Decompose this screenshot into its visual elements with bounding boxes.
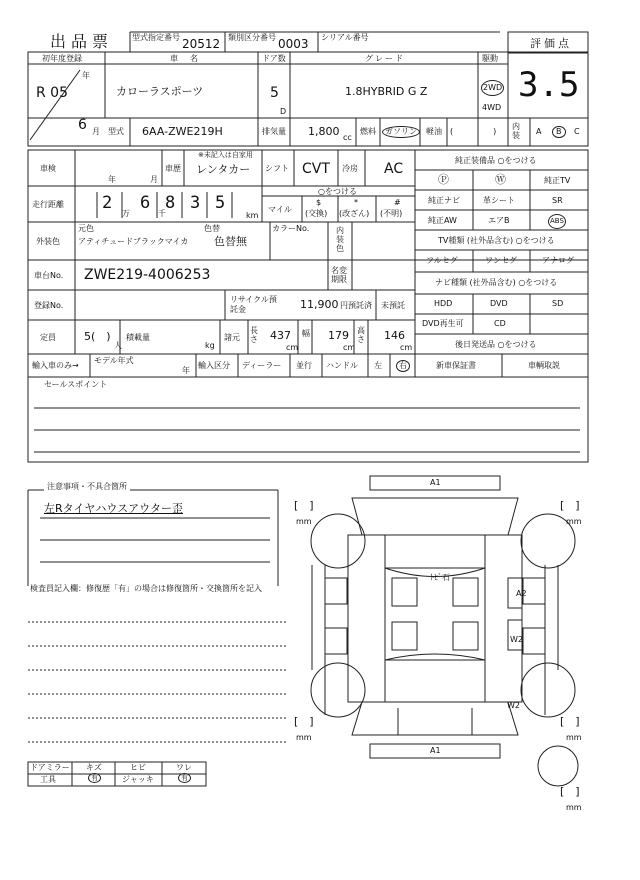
displacement-value: 1,800: [308, 125, 340, 138]
mileage-digit: 6: [140, 193, 151, 213]
diagram-w2-rear: W2: [507, 701, 520, 710]
light-oil-paren: ( ): [450, 127, 497, 136]
mileage-unit: km: [246, 211, 259, 220]
width-unit: cm: [343, 343, 356, 352]
inspector-label: 検査員記入欄：修復歴「有」の場合は修復箇所・交換箇所を記入: [30, 584, 262, 593]
rating-value: 3.5: [518, 65, 580, 105]
legend-tool-mark-text: 有: [88, 773, 101, 783]
post-ship-label: 後日発送品 ○をつける: [455, 340, 537, 349]
shift-label: シフト: [265, 164, 289, 173]
dealer-option: ディーラー: [242, 361, 282, 370]
sales-points-label: セールスポイント: [44, 380, 108, 389]
grade-value: 1.8HYBRID G Z: [345, 85, 428, 98]
tv-oneseg: ワンセグ: [485, 256, 517, 265]
first-reg-month-mark: 月: [92, 127, 100, 136]
tire-depth-bracket-rr: [ ]: [560, 715, 580, 728]
type-label: 型式: [108, 127, 124, 136]
mileage-label: 走行距離: [32, 200, 64, 209]
legend-break: ワレ: [176, 763, 192, 772]
tv-type-label: TV種類 (社外品含む) ○をつける: [438, 236, 555, 245]
navi-type-label: ナビ種類 (社外品含む) ○をつける: [435, 278, 558, 287]
legend-jack-mark: [178, 775, 191, 782]
orig-color-value: アティチュードブラックマイカ: [78, 237, 189, 246]
exchange-sym: $: [316, 198, 322, 207]
load-unit: kg: [205, 341, 215, 350]
navi-dvd: DVD: [490, 299, 508, 308]
legend-tool: 工具: [40, 775, 56, 784]
navi-hdd: HDD: [434, 299, 453, 308]
recycle-value: 11,900: [300, 298, 339, 311]
airbag: エアB: [488, 216, 510, 225]
handle-left: 左: [374, 361, 382, 370]
abs-circled: ABS: [548, 214, 566, 229]
color-no-label: カラーNo.: [272, 224, 310, 233]
recycle-label: リサイクル預託金: [230, 295, 277, 314]
grade-label: グレード: [365, 54, 405, 63]
drive-label: 駆動: [482, 54, 498, 63]
fuel-label: 燃料: [360, 127, 376, 136]
legend-jack: ジャッキ: [122, 775, 154, 784]
tire-depth-bracket-spare: [ ]: [560, 785, 580, 798]
mileage-sen: 千: [158, 209, 166, 218]
tire-depth-unit-spare: mm: [566, 803, 582, 812]
legend-jack-mark-text: 有: [178, 773, 191, 783]
aircon-label: 冷房: [342, 164, 358, 173]
length-unit: cm: [286, 343, 299, 352]
color-change-value: 色替無: [214, 235, 247, 248]
length-value: 437: [270, 329, 291, 342]
history-value: レンタカー: [196, 163, 251, 176]
doors-value: 5: [270, 85, 279, 101]
genuine-tv: 純正TV: [544, 176, 571, 185]
category-label: 類別区分番号: [228, 33, 276, 42]
capacity-value: 5( ): [84, 330, 111, 343]
navi-sd: SD: [552, 299, 564, 308]
form-title: 出品票: [50, 32, 114, 51]
tire-depth-bracket-fl: [ ]: [294, 499, 314, 512]
interior-a: A: [536, 127, 542, 136]
displacement-label: 排気量: [262, 127, 286, 136]
inspection-month: 月: [150, 175, 158, 184]
recycle-unit: 円預託済: [340, 301, 372, 310]
legend-crack: ヒビ: [130, 763, 146, 772]
tv-analog: アナログ: [542, 256, 574, 265]
genuine-equip-label: 純正装備品 ○をつける: [455, 156, 537, 165]
serial-label: シリアル番号: [321, 33, 369, 42]
legend-scratch: キズ: [86, 763, 102, 772]
shift-value: CVT: [302, 161, 330, 177]
recycle-unpaid: 未預託: [381, 301, 405, 310]
first-reg-year: R 05: [36, 85, 68, 101]
category-value: 0003: [278, 37, 309, 51]
car-name-value: カローラスポーツ: [116, 85, 204, 98]
handle-right-circled: 右: [396, 360, 410, 372]
ext-color-label: 外装色: [36, 237, 60, 246]
diagram-bottom-a1: A1: [430, 746, 441, 755]
tire-depth-unit-rl: mm: [296, 733, 312, 742]
import-type-label: 輸入区分: [198, 361, 230, 370]
interior-label: 内装: [512, 122, 520, 140]
legend-tool-mark: [88, 775, 101, 782]
chassis-label: 車台No.: [34, 271, 64, 280]
diagram-top-a1: A1: [430, 478, 441, 487]
genuine-navi: 純正ナビ: [428, 196, 460, 205]
tire-depth-unit-fl: mm: [296, 517, 312, 526]
mileage-circle-note: ○をつける: [318, 187, 357, 196]
legend-door-mirror: ドアミラー: [30, 763, 70, 772]
first-reg-month: 6: [78, 117, 87, 133]
interior-b-circled: B: [552, 126, 566, 138]
model-year-unit: 年: [182, 366, 190, 375]
interior-c: C: [574, 127, 580, 136]
genuine-icon-1: Ⓟ: [438, 173, 449, 186]
length-label: 長さ: [250, 326, 258, 344]
capacity-label: 定員: [40, 333, 56, 342]
width-value: 179: [328, 329, 349, 342]
leather-seat: 革シート: [483, 196, 515, 205]
unknown-txt: (不明): [380, 209, 403, 218]
import-label: 輸入車のみ→: [32, 361, 79, 370]
first-reg-label: 初年度登録: [42, 54, 82, 63]
drive-2wd-circled: 2WD: [481, 80, 504, 96]
inspection-label: 車検: [40, 164, 56, 173]
dims-label: 諸元: [224, 333, 240, 342]
history-note: ※未記入は自家用: [198, 151, 253, 159]
vehicle-manual: 車輌取説: [528, 361, 560, 370]
mileage-man: 万: [122, 209, 130, 218]
tamper-sym: *: [354, 198, 358, 207]
reg-no-label: 登録No.: [34, 301, 64, 310]
drive-4wd: 4WD: [482, 103, 502, 112]
model-year-label: モデル年式: [94, 356, 134, 365]
dvd-playback: DVD再生可: [422, 319, 464, 328]
model-spec-label: 型式指定番号: [132, 33, 180, 42]
tire-depth-bracket-rl: [ ]: [294, 715, 314, 728]
mileage-digit: 8: [165, 193, 176, 213]
mileage-digit: 2: [102, 193, 113, 213]
chassis-value: ZWE219-4006253: [84, 267, 211, 283]
inspection-year: 年: [108, 175, 116, 184]
doors-suffix: D: [280, 107, 287, 116]
mile-label: マイル: [268, 205, 292, 214]
new-car-warranty: 新車保証書: [436, 361, 476, 370]
caution-text: 左Rタイヤハウスアウター歪: [44, 502, 183, 515]
genuine-aw: 純正AW: [428, 216, 457, 225]
diagram-stone-chip: ﾄﾋﾞ石: [430, 573, 450, 582]
tamper-txt: (改ざん): [339, 209, 370, 218]
handle-label: ハンドル: [326, 361, 358, 370]
rating-label: 評価点: [530, 37, 572, 50]
unknown-sym: #: [394, 198, 401, 207]
title-change-label: 名変期限: [331, 266, 347, 284]
sunroof: SR: [552, 196, 563, 205]
car-name-label: 車 名: [170, 54, 200, 63]
int-color-label: 内装色: [336, 226, 344, 253]
caution-label: 注意事項・不具合箇所: [44, 483, 130, 491]
tv-fullseg: フルセグ: [426, 256, 458, 265]
height-label: 高さ: [357, 326, 365, 344]
mileage-digit: 5: [215, 193, 226, 213]
mileage-digit: 3: [190, 193, 201, 213]
type-value: 6AA-ZWE219H: [142, 125, 223, 138]
load-label: 積載量: [126, 333, 150, 342]
diagram-w2-right: W2: [510, 635, 523, 644]
displacement-unit: cc: [343, 133, 352, 142]
first-reg-year-mark: 年: [82, 71, 90, 80]
model-spec-value: 20512: [182, 37, 221, 51]
exchange-txt: (交換): [305, 209, 328, 218]
genuine-icon-2: Ⓦ: [495, 173, 506, 186]
tire-depth-unit-rr: mm: [566, 733, 582, 742]
orig-color-label: 元色: [78, 224, 94, 233]
aircon-value: AC: [384, 161, 404, 177]
history-label: 車歴: [165, 164, 181, 173]
parallel-option: 並行: [296, 361, 312, 370]
light-oil-label: 軽油: [426, 127, 442, 136]
height-unit: cm: [400, 343, 413, 352]
diagram-a2: A2: [516, 589, 527, 598]
width-label: 幅: [302, 329, 310, 338]
navi-cd: CD: [494, 319, 506, 328]
capacity-unit: 人: [114, 341, 122, 350]
color-change-label: 色替: [204, 224, 220, 233]
tire-depth-unit-fr: mm: [566, 517, 582, 526]
fuel-gasoline-circled: ガソリン: [382, 126, 420, 138]
tire-depth-bracket-fr: [ ]: [560, 499, 580, 512]
doors-label: ドア数: [262, 54, 286, 63]
height-value: 146: [384, 329, 405, 342]
